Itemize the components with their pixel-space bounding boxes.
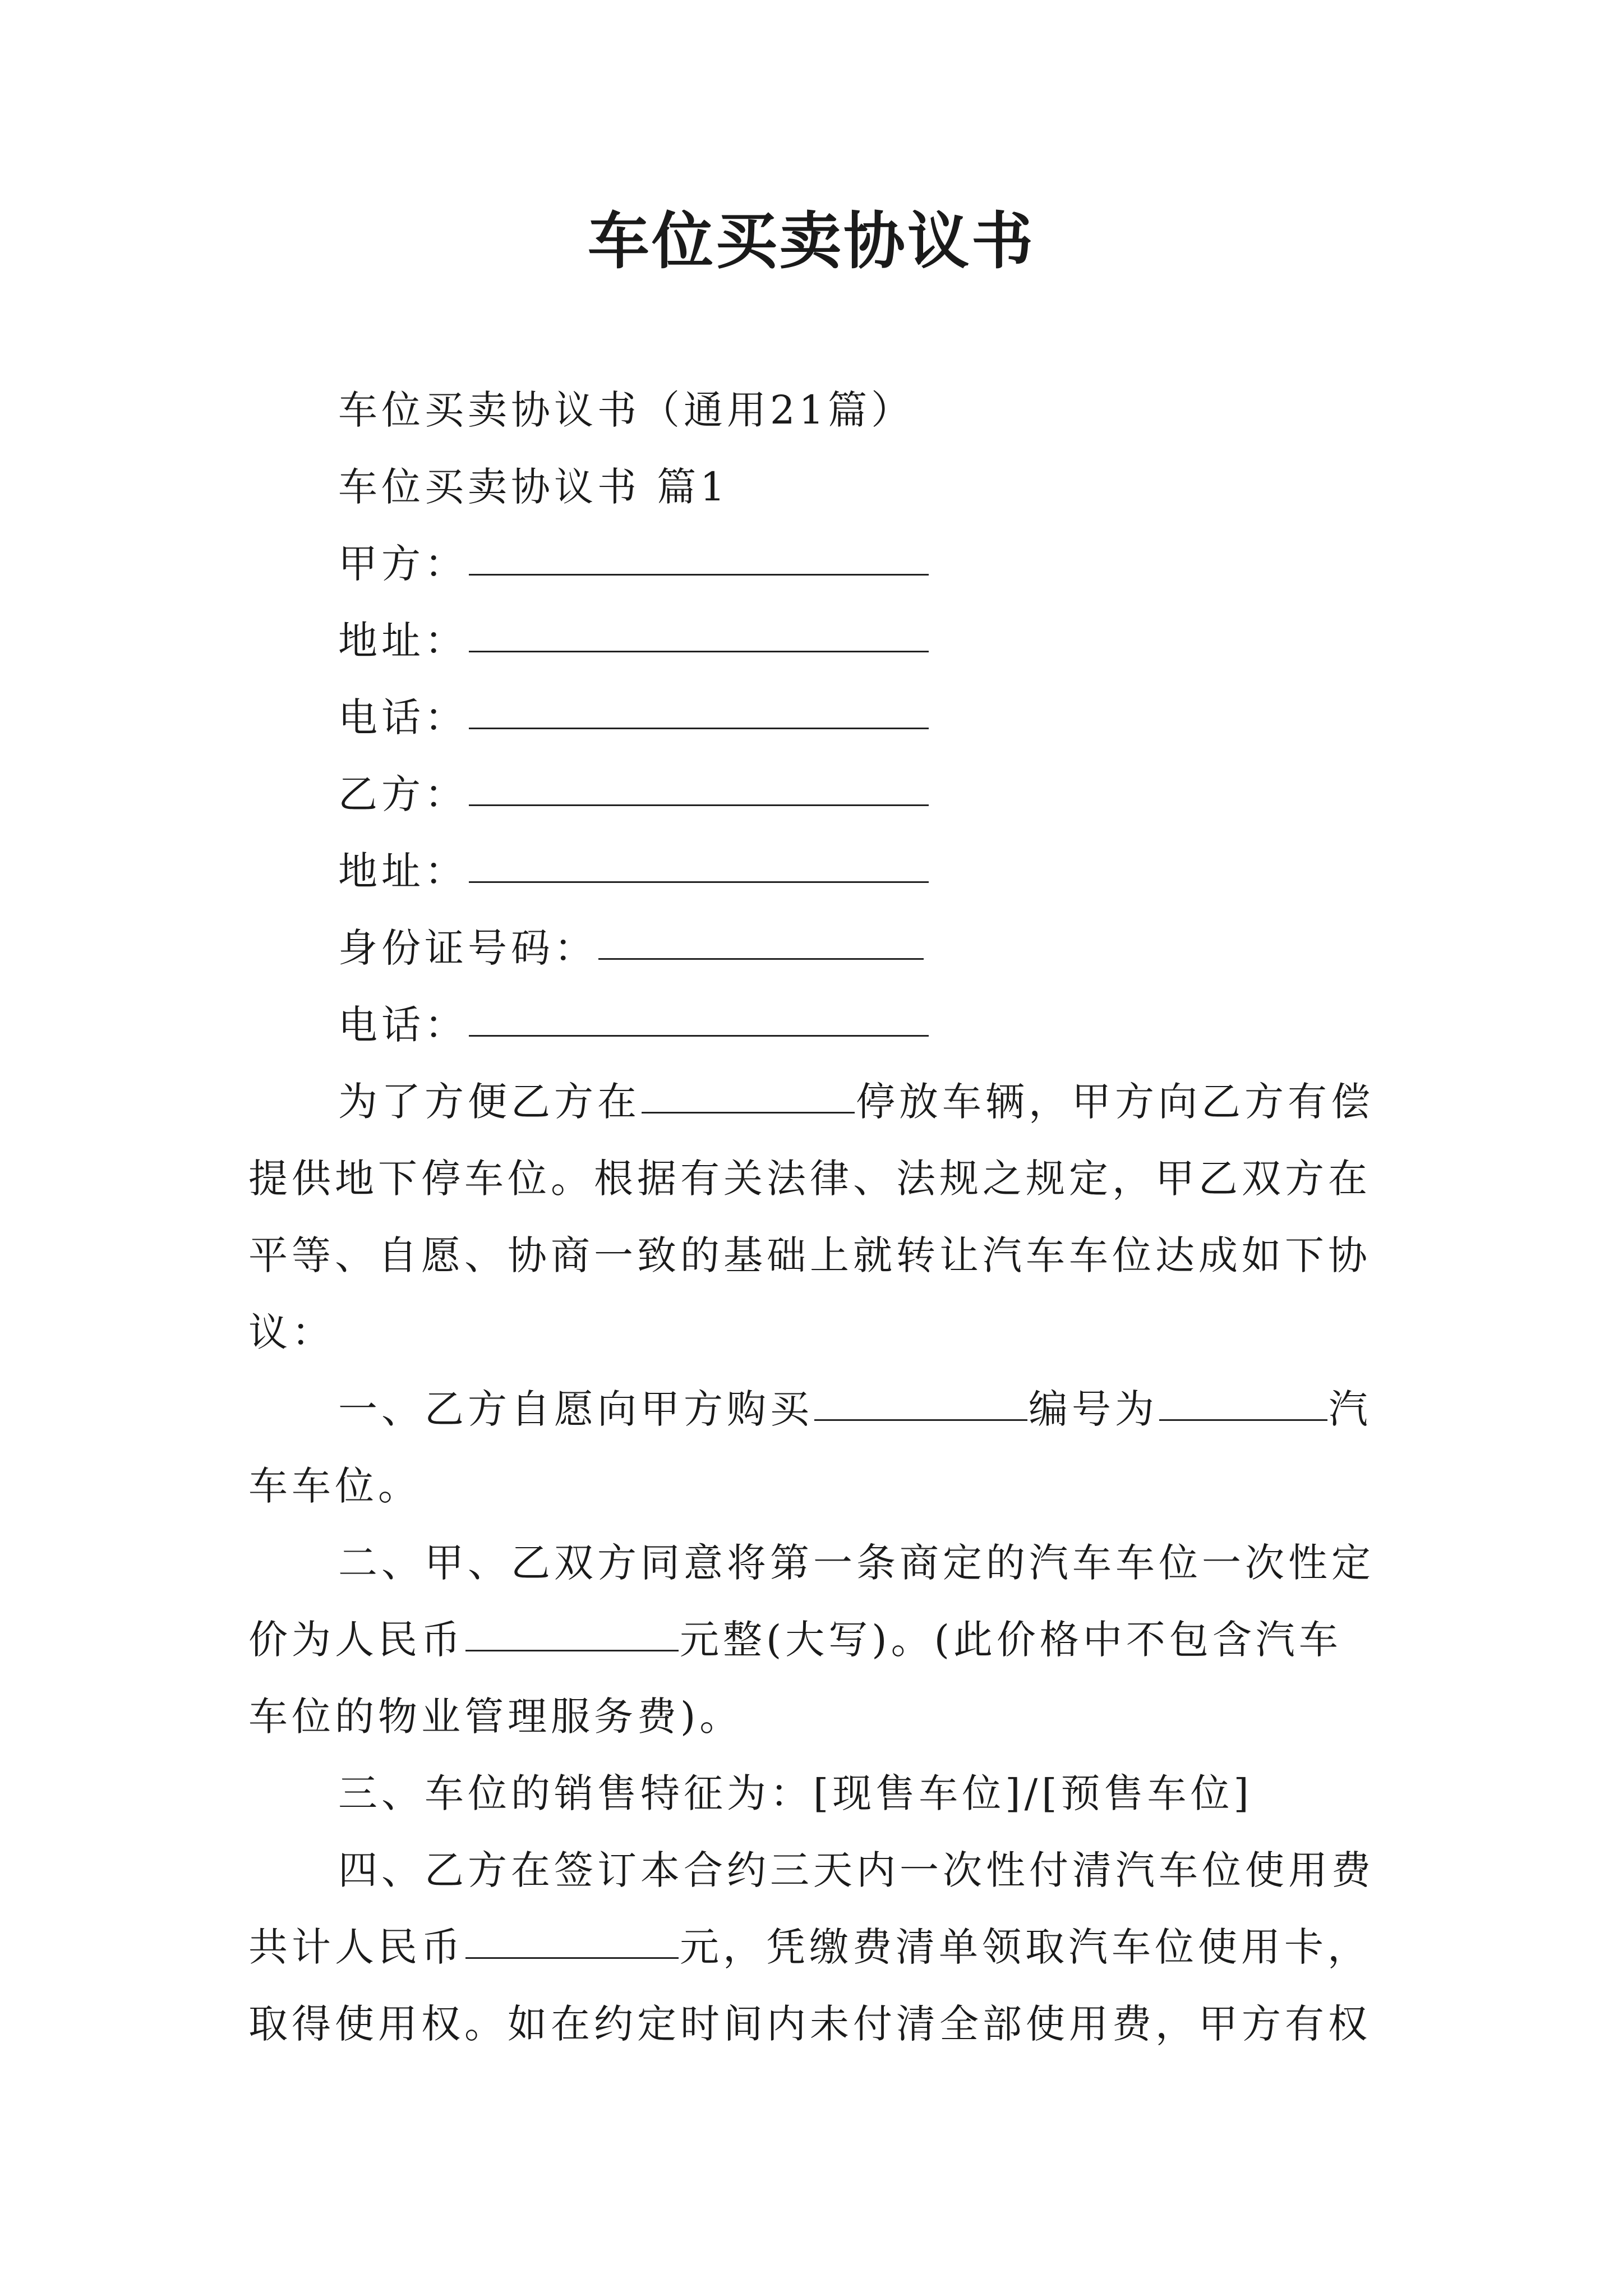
preamble-text: 为了方便乙方在 (338, 1079, 640, 1125)
preamble-line-2: 提供地下停车位。根据有关法律、法规之规定，甲乙双方在 (248, 1156, 1371, 1202)
party-a-address-label: 地址： (338, 618, 468, 664)
section-heading: 车位买卖协议书 篇1 (338, 464, 729, 510)
clause-2-line-2 (248, 1602, 1378, 1678)
party-b-name-row (248, 756, 1378, 833)
price-blank (465, 1649, 679, 1651)
preamble-line-1 (248, 1064, 1378, 1140)
party-b-name-blank (469, 804, 929, 806)
parking-location-blank (642, 1111, 855, 1114)
party-b-id-blank (598, 958, 924, 960)
clause-2-line-3: 车位的物业管理服务费)。 (248, 1694, 743, 1740)
preamble-text: 停放车辆，甲方向乙方有偿 (856, 1079, 1374, 1125)
document-body (248, 372, 1378, 2063)
clause-4-line-1: 四、乙方在签订本合约三天内一次性付清汽车位使用费 (338, 1847, 1375, 1893)
fee-blank (465, 1957, 679, 1959)
party-a-address-row (248, 602, 1378, 679)
preamble-line-4: 议： (248, 1309, 335, 1355)
parking-purchase-blank (814, 1419, 1027, 1421)
clause-2-text: 元整(大写)。(此价格中不包含汽车 (680, 1617, 1342, 1663)
party-b-id-label: 身份证号码： (338, 925, 597, 971)
party-b-phone-blank (469, 1034, 929, 1037)
clause-4-text: 共计人民币 (248, 1924, 464, 1970)
clause-1-text: 一、乙方自愿向甲方购买 (338, 1386, 813, 1432)
preamble-line-3: 平等、自愿、协商一致的基础上就转让汽车车位达成如下协 (248, 1232, 1371, 1278)
party-b-phone-label: 电话： (338, 1002, 468, 1048)
party-b-phone-row (248, 987, 1378, 1064)
party-a-name-label: 甲方： (338, 541, 468, 587)
party-a-phone-blank (469, 727, 929, 729)
clause-1-text: 编号为 (1029, 1386, 1158, 1432)
clause-3-line-1: 三、车位的销售特征为：[现售车位]/[预售车位] (338, 1770, 1253, 1816)
party-a-address-blank (469, 650, 929, 652)
clause-2-text: 价为人民币 (248, 1617, 464, 1663)
clause-2-line-1: 二、甲、乙双方同意将第一条商定的汽车车位一次性定 (338, 1540, 1375, 1586)
party-a-phone-row (248, 679, 1378, 756)
page-title: 车位买卖协议书 (588, 205, 1035, 277)
party-b-address-row (248, 833, 1378, 910)
party-b-id-row (248, 910, 1378, 987)
party-b-address-label: 地址： (338, 848, 468, 894)
clause-1-line-1 (248, 1371, 1378, 1448)
clause-4-text: 元，凭缴费清单领取汽车位使用卡， (680, 1924, 1371, 1970)
party-a-phone-label: 电话： (338, 694, 468, 740)
party-a-name-row (248, 526, 1378, 602)
subtitle: 车位买卖协议书（通用21篇） (338, 387, 915, 433)
clause-4-line-3: 取得使用权。如在约定时间内未付清全部使用费，甲方有权 (248, 2001, 1371, 2047)
party-a-name-blank (469, 573, 929, 576)
clause-1-text: 汽 (1329, 1386, 1372, 1432)
party-b-address-blank (469, 881, 929, 883)
clause-1-line-2: 车车位。 (248, 1463, 421, 1509)
clause-4-line-2 (248, 1909, 1378, 1986)
parking-number-blank (1159, 1419, 1327, 1421)
party-b-name-label: 乙方： (338, 771, 468, 817)
